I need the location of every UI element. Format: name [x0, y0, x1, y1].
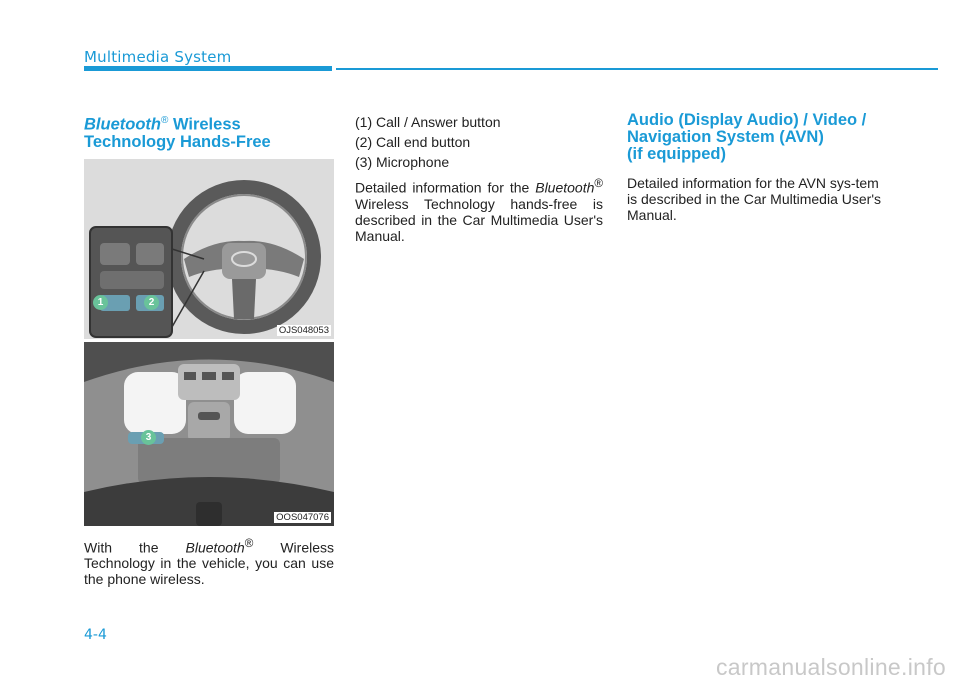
column-right — [627, 112, 881, 223]
avn-heading-line2: Navigation System (AVN) — [627, 128, 824, 146]
callout-badge-1: 1 — [93, 295, 108, 310]
body-bluetooth-word: Bluetooth — [185, 539, 245, 556]
heading-wireless: Wireless — [168, 115, 241, 134]
heading-reg-mark: ® — [160, 115, 169, 126]
avn-heading-line1: Audio (Display Audio) / Video / — [627, 111, 867, 129]
list-item-microphone: (3) Microphone — [355, 154, 450, 170]
detail-bluetooth-word: Bluetooth — [535, 179, 595, 196]
figure2-code: OOS047076 — [276, 511, 329, 523]
page-number: 4-4 — [84, 627, 107, 643]
bluetooth-detail-text — [355, 176, 603, 244]
bluetooth-heading — [84, 112, 334, 151]
detail-post: Wireless Technology hands-free is described in the Car Multimedia User's Manual. — [355, 195, 603, 244]
detail-pre: Detailed information for the — [355, 179, 536, 196]
steering-wheel-figure — [84, 159, 334, 339]
avn-heading — [627, 112, 881, 163]
body-pre: With the — [84, 539, 186, 556]
callout-badge-2: 2 — [144, 295, 159, 310]
list-item-call-end: (2) Call end button — [355, 134, 471, 150]
avn-heading-line3: (if equipped) — [627, 145, 726, 163]
column-middle — [355, 112, 603, 244]
figure1-code: OJS048053 — [278, 324, 329, 336]
bluetooth-intro-text — [84, 536, 334, 588]
body-reg-mark: ® — [244, 536, 254, 550]
overhead-console-illustration — [84, 342, 334, 526]
avn-detail-text: Detailed information for the AVN sys-tem is described in the Car Multimedia User's Manual. — [627, 175, 881, 223]
header-rule-thick — [84, 66, 332, 71]
column-left — [84, 112, 334, 587]
detail-reg-mark: ® — [594, 177, 603, 190]
heading-bluetooth-word: Bluetooth — [84, 115, 161, 134]
section-title: Multimedia System — [84, 48, 232, 66]
body-post: Wireless Technology in the vehicle, you can use the phone wireless. — [84, 539, 334, 588]
steering-wheel-illustration — [84, 159, 334, 339]
header-rule-thin — [336, 68, 938, 70]
callout-badge-3: 3 — [141, 430, 156, 445]
watermark: carmanualsonline.info — [715, 654, 946, 680]
heading-line2: Technology Hands-Free — [84, 132, 271, 151]
list-item-call-answer: (1) Call / Answer button — [355, 114, 501, 130]
overhead-console-figure — [84, 342, 334, 526]
